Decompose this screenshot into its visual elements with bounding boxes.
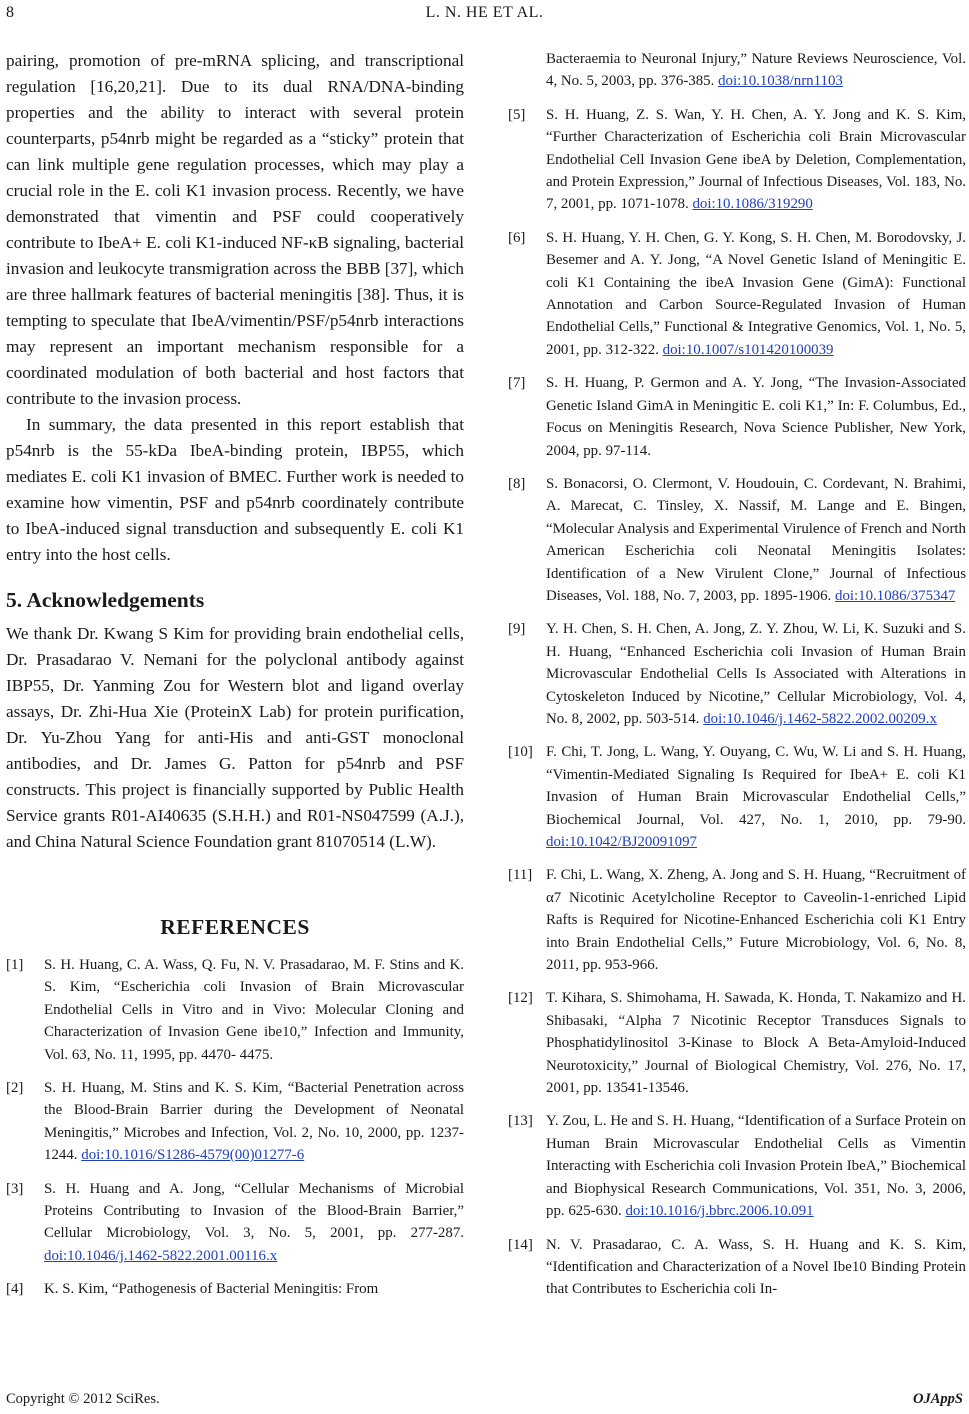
doi-link[interactable]: doi:10.1016/S1286-4579(00)01277-6 (81, 1147, 305, 1164)
reference-number: [13] (508, 1113, 533, 1130)
reference-text: F. Chi, L. Wang, X. Zheng, A. Jong and S. H. Huang, “Recruitment of α7 Nicotinic Acetylcholine Receptor to Caveolin-1-enriched Lipid Rafts is Required for Nicotine-Enhanced Escherichia coli K1 Entry into Brain Endothelial Cells,” Future Microbiology, Vol. 6, No. 8, 2011, pp. 953-966. (546, 867, 966, 974)
reference-text: S. H. Huang, M. Stins and K. S. Kim, “Bacterial Penetration across the Blood-Brain Barrier during the Development of Neonatal Meningitis,” Microbes and Infection, Vol. 2, No. 10, 2000, pp. 1237-1244. doi:10.1016/S1286-4579(00)01277-6 (44, 1080, 464, 1164)
doi-link[interactable]: doi:10.1046/j.1462-5822.2001.00116.x (44, 1247, 278, 1264)
reference-text: F. Chi, T. Jong, L. Wang, Y. Ouyang, C. Wu, W. Li and S. H. Huang, “Vimentin-Mediated Signaling Is Required for IbeA+ E. coli K1 Invasion of Human Brain Microvascular Endothelial Cells,” Biochemical Journal, Vol. 427, No. 1, 2010, pp. 79-90. doi:10.1042/BJ20091097 (546, 744, 966, 850)
reference-text: Y. H. Chen, S. H. Chen, A. Jong, Z. Y. Zhou, W. Li, K. Suzuki and S. H. Huang, “Enhanced Escherichia coli Invasion of Human Brain Microvascular Endothelial Cells Is Associated with Alterations in Cytoskeleton Induced by Nicotine,” Cellular Microbiology, Vol. 4, No. 8, 2002, pp. 503-514. doi:10.1046/j.1462-5822.2002.00209.x (546, 621, 966, 727)
reference-item (508, 372, 966, 462)
reference-text: S. Bonacorsi, O. Clermont, V. Houdouin, C. Cordevant, N. Brahimi, A. Marecat, C. Tinsley, X. Nassif, M. Lange and E. Bingen, “Molecular Analysis and Experimental Virulence of French and North American Escherichia coli Neonatal Meningitis Isolates: Identification of a New Virulent Clone,” Journal of Infectious Diseases, Vol. 188, No. 7, 2003, pp. 1895-1906. doi:10.1086/375347 (546, 475, 966, 604)
reference-item (6, 1278, 464, 1300)
references-list-right (508, 48, 966, 1301)
body-paragraph: pairing, promotion of pre-mRNA splicing, and transcriptional regulation [16,20,21]. Due to its dual RNA/DNA-binding properties and the ability to interact with several protein counterparts, p54nrb might be regarded as a “sticky” protein that can link multiple gene regulation processes, which may play a crucial role in the E. coli K1 invasion process. Recently, we have demonstrated that vimentin and PSF could cooperatively contribute to IbeA+ E. coli K1-induced NF-κB signaling, bacterial invasion and leukocyte transmigration across the BBB [37], which are three hallmark features of bacterial meningitis [38]. Thus, it is tempting to speculate that IbeA/vimentin/PSF/p54nrb interactions may represent an important mechanism responsible for a coordinated modulation of both bacterial and host factors that contribute to the invasion process. (6, 51, 464, 408)
reference-item (508, 618, 966, 730)
reference-number: [6] (508, 229, 526, 246)
reference-item (508, 473, 966, 607)
reference-number: [1] (6, 957, 24, 973)
copyright-text: Copyright © 2012 SciRes. (6, 1391, 160, 1407)
journal-abbrev: OJAppS (913, 1391, 963, 1407)
reference-text: S. H. Huang, Y. H. Chen, G. Y. Kong, S. H. Chen, M. Borodovsky, J. Besemer and A. Y. Jong, “A Novel Genetic Island of Meningitic E. coli K1 Containing the ibeA Invasion Gene (GimA): Functional Annotation and Carbon Source-Regulated Invasion of Human Endothelial Cells,” Functional & Integrative Genomics, Vol. 1, No. 5, 2001, pp. 312-322. doi:10.1007/s101420100039 (546, 229, 966, 358)
doi-link[interactable]: doi:10.1042/BJ20091097 (546, 834, 697, 850)
reference-number: [7] (508, 375, 526, 392)
acknowledgements-heading: 5. Acknowledgements (6, 588, 205, 612)
reference-text: T. Kihara, S. Shimohama, H. Sawada, K. Honda, T. Nakamizo and H. Shibasaki, “Alpha 7 Nicotinic Receptor Transduces Signals to Phosphatidylinositol 3-Kinase to Block A Beta-Amyloid-Induced Neurotoxicity,” Journal of Biological Chemistry, Vol. 276, No. 17, 2001, pp. 13541-13546. (546, 990, 966, 1097)
reference-item (508, 987, 966, 1099)
reference-item (508, 227, 966, 361)
page-header (0, 4, 969, 26)
reference-item (508, 48, 966, 93)
reference-text: Bacteraemia to Neuronal Injury,” Nature Reviews Neuroscience, Vol. 4, No. 5, 2003, pp. 376-385. doi:10.1038/nrn1103 (546, 51, 966, 90)
reference-item (508, 864, 966, 976)
left-column (6, 48, 464, 1312)
reference-number: [8] (508, 475, 526, 492)
doi-link[interactable]: doi:10.1086/319290 (692, 196, 813, 213)
reference-number: [12] (508, 990, 533, 1007)
doi-link[interactable]: doi:10.1016/j.bbrc.2006.10.091 (625, 1203, 814, 1220)
reference-item (6, 1178, 464, 1268)
reference-item (508, 741, 966, 853)
acknowledgements-text: We thank Dr. Kwang S Kim for providing brain endothelial cells, Dr. Prasadarao V. Nemani for the polyclonal antibody against IBP55, Dr. Yanming Zou for Western blot and ligand overlay assays, Dr. Zhi-Hua Xie (ProteinX Lab) for protein purification, Dr. Yu-Zhou Yang for anti-His and anti-GST monoclonal antibodies, and Dr. James G. Patton for p54nrb and PSF constructs. This project is financially supported by Public Health Service grants R01-AI40635 (S.H.H.) and R01-NS047599 (A.J.), and China Natural Science Foundation grant 81070514 (L.W). (6, 624, 464, 851)
references-list-left (6, 954, 464, 1301)
doi-link[interactable]: doi:10.1046/j.1462-5822.2002.00209.x (703, 710, 937, 727)
doi-link[interactable]: doi:10.1086/375347 (835, 587, 956, 604)
reference-number: [14] (508, 1236, 533, 1253)
reference-item (6, 954, 464, 1066)
reference-number: [4] (6, 1281, 24, 1298)
doi-link[interactable]: doi:10.1038/nrn1103 (718, 73, 843, 90)
page-number: 8 (6, 4, 14, 21)
right-column (508, 48, 966, 1312)
summary-paragraph: In summary, the data presented in this report establish that p54nrb is the 55-kDa IbeA-binding protein, IBP55, which mediates E. coli K1 invasion of BMEC. Further work is needed to examine how vimentin, PSF and p54nrb coordinately contribute to IbeA-induced signal transduction and subsequently E. coli K1 entry into the host cells. (6, 415, 464, 564)
reference-text: S. H. Huang, P. Germon and A. Y. Jong, “The Invasion-Associated Genetic Island GimA in Meningitic E. coli K1,” In: F. Columbus, Ed., Focus on Meningitis Research, Nova Science Publisher, New York, 2004, pp. 97-114. (546, 375, 966, 459)
reference-number: [2] (6, 1080, 24, 1097)
reference-item (6, 1077, 464, 1167)
reference-number (508, 48, 546, 93)
reference-number: [11] (508, 867, 533, 884)
reference-text: S. H. Huang, Z. S. Wan, Y. H. Chen, A. Y. Jong and K. S. Kim, “Further Characterization of Escherichia coli Brain Microvascular Endothelial Cell Invasion Gene ibeA by Deletion, Complementation, and Protein Expression,” Journal of Infectious Diseases, Vol. 183, No. 7, 2001, pp. 1071-1078. doi:10.1086/319290 (546, 106, 966, 213)
reference-number: [5] (508, 106, 526, 123)
reference-item (508, 1110, 966, 1222)
reference-number: [9] (508, 621, 526, 638)
reference-text: S. H. Huang and A. Jong, “Cellular Mechanisms of Microbial Proteins Contributing to Invasion of the Blood-Brain Barrier,” Cellular Microbiology, Vol. 3, No. 5, 2001, pp. 277-287. doi:10.1046/j.1462-5822.2001.00116.x (44, 1180, 464, 1264)
reference-text: N. V. Prasadarao, C. A. Wass, S. H. Huang and K. S. Kim, “Identification and Characterization of a Novel Ibe10 Binding Protein that Contributes to Escherichia coli In- (546, 1236, 966, 1298)
references-heading: REFERENCES (160, 915, 310, 939)
doi-link[interactable]: doi:10.1007/s101420100039 (662, 341, 834, 358)
reference-number: [10] (508, 744, 533, 761)
reference-number: [3] (6, 1180, 24, 1197)
running-title: L. N. HE ET AL. (425, 4, 544, 21)
reference-item (508, 1234, 966, 1301)
reference-text: S. H. Huang, C. A. Wass, Q. Fu, N. V. Prasadarao, M. F. Stins and K. S. Kim, “Escherichia coli Invasion of Brain Microvascular Endothelial Cells in Vitro and in Vivo: Molecular Cloning and Characterization of Invasion Gene ibe10,” Infection and Immunity, Vol. 63, No. 11, 1995, pp. 4470- 4475. (44, 957, 464, 1063)
reference-item (508, 104, 966, 216)
reference-text: Y. Zou, L. He and S. H. Huang, “Identification of a Surface Protein on Human Brain Microvascular Endothelial Cells as Vimentin Interacting with Escherichia coli Invasion Protein IbeA,” Biochemical and Biophysical Research Communications, Vol. 351, No. 3, 2006, pp. 625-630. doi:10.1016/j.bbrc.2006.10.091 (546, 1113, 966, 1220)
reference-text: K. S. Kim, “Pathogenesis of Bacterial Meningitis: From (44, 1281, 379, 1298)
